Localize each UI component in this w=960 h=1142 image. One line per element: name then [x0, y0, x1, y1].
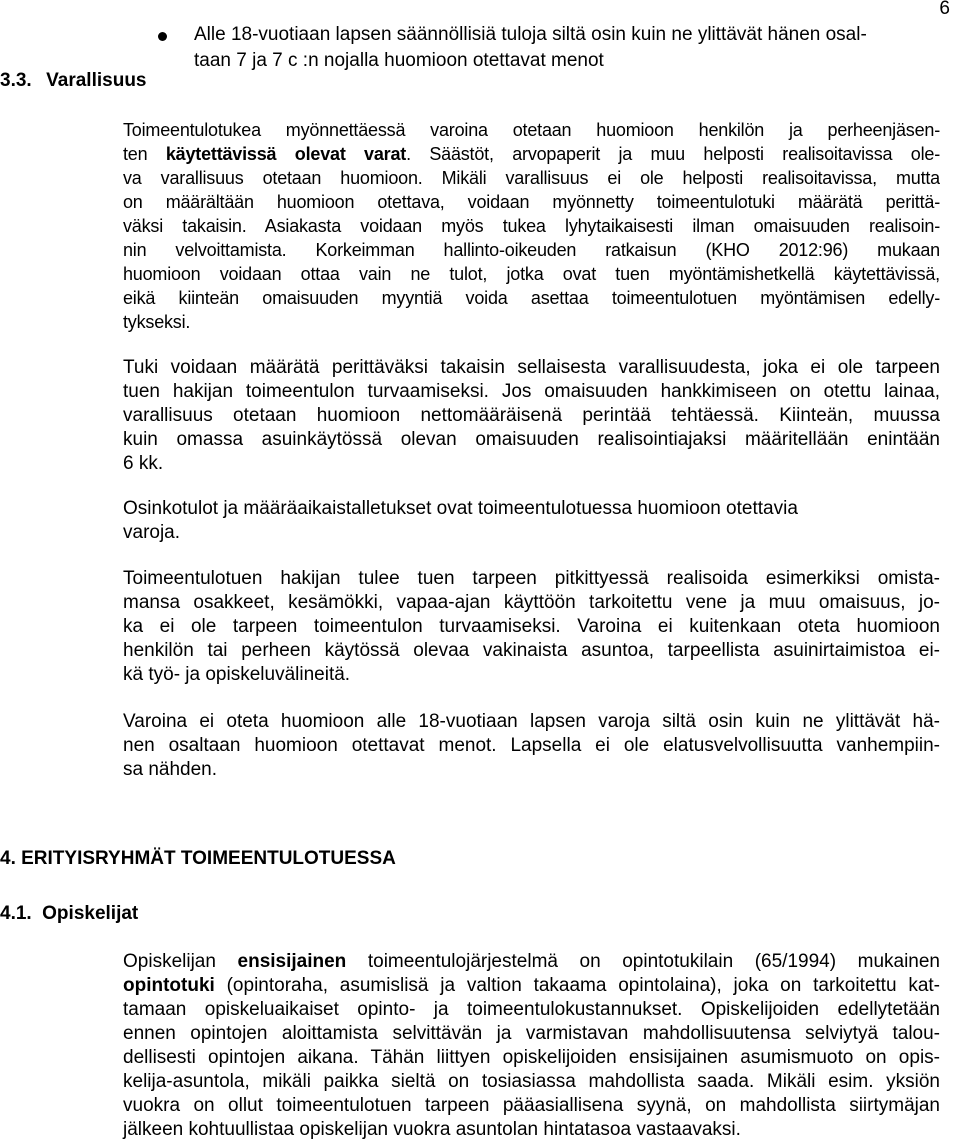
text-line: dellisesti opintojen aikana. Tähän liittyen opiskelijoiden ensisijainen asumismuoto on opis- [123, 1047, 940, 1068]
bullet-icon [158, 32, 167, 41]
text-line: kuin omassa asuinkäytössä olevan omaisuuden realisointiajaksi määritellään enintään [123, 429, 940, 450]
text-line: tykseksi. [123, 312, 191, 332]
text-line: huomioon voidaan ottaa vain ne tulot, jotka ovat tuen myöntämishetkellä käytettävissä, [123, 264, 940, 284]
text-span: toimeentulojärjestelmä on opintotukilain (65/1994) mukainen [346, 951, 940, 972]
text-line: kä työ- ja opiskeluvälineitä. [123, 664, 351, 685]
section-heading-4 [0, 848, 396, 870]
text-line: Osinkotulot ja määräaikaistalletukset ovat toimeentulotuessa huomioon otettavia [123, 498, 798, 519]
paragraph-osinkotulot [123, 497, 940, 545]
text-span: (opintoraha, asumislisä ja valtion takaama opintolaina), joka on tarkoitettu kat- [214, 975, 940, 996]
text-span: ten [123, 144, 166, 164]
text-span: Opiskelijan [123, 951, 238, 972]
text-line: nen osaltaan huomioon otettavat menot. Lapsella ei ole elatusvelvollisuutta vanhempiin- [123, 735, 940, 756]
text-line: on määrältään huomioon otettava, voidaan myönnetty toimeentulotuki määrätä perittä- [123, 192, 940, 212]
page-number: 6 [939, 0, 950, 19]
paragraph-takaisinperinta [123, 356, 940, 476]
text-line: ennen opintojen aloittamista selvittävän ja varmistavan mahdollisuutensa selviytyä talou- [123, 1023, 940, 1044]
text-line: kelija-asuntola, mikäli paikka sieltä on tosiasiassa mahdollista saada. Mikäli esim. yksiön [123, 1071, 940, 1092]
text-line [123, 142, 940, 166]
text-line: 6 kk. [123, 453, 164, 474]
section-title: Varallisuus [46, 70, 147, 91]
text-line: Toimeentulotuen hakijan tulee tuen tarpeen pitkittyessä realisoida esimerkiksi omista- [123, 568, 940, 589]
paragraph-opiskelijat [123, 950, 940, 1142]
text-line: sa nähden. [123, 759, 218, 780]
bullet-line: Alle 18-vuotiaan lapsen säännöllisiä tuloja siltä osin kuin ne ylittävät hänen osal- [194, 24, 867, 45]
section-title: 4. ERITYISRYHMÄT TOIMEENTULOTUESSA [0, 848, 396, 869]
text-line: eikä kiinteän omaisuuden myyntiä voida asettaa toimeentulotuen myöntämisen edelly- [123, 288, 940, 308]
text-span: . Säästöt, arvopaperit ja muu helposti realisoitavissa ole- [406, 144, 940, 164]
paragraph-realisointi [123, 567, 940, 687]
section-heading-3-3 [0, 70, 147, 92]
text-line: Tuki voidaan määrätä perittäväksi takaisin sellaisesta varallisuudesta, joka ei ole tarpeen [123, 357, 940, 378]
text-line: henkilön tai perheen käytössä olevaa vakinaista asuntoa, tarpeellista asuinirtaimistoa ei- [123, 640, 940, 661]
section-title: Opiskelijat [42, 903, 139, 924]
text-line [123, 950, 940, 974]
bullet-line: taan 7 ja 7 c :n nojalla huomioon otettavat menot [194, 50, 604, 71]
section-heading-4-1 [0, 903, 138, 925]
emphasis-text: opintotuki [123, 975, 215, 996]
text-line: tamaan opiskeluaikaiset opinto- ja toimeentulokustannukset. Opiskelijoiden edellytetään [123, 999, 940, 1020]
text-line: va varallisuus otetaan huomioon. Mikäli varallisuus ei ole helposti realisoitavissa, mutta [123, 168, 940, 188]
section-number: 4.1. [0, 903, 32, 924]
text-line: Varoina ei oteta huomioon alle 18-vuotiaan lapsen varoja siltä osin kuin ne ylittävät hä- [123, 711, 940, 732]
section-number: 3.3. [0, 70, 32, 91]
text-line: Toimeentulotukea myönnettäessä varoina otetaan huomioon henkilön ja perheenjäsen- [123, 120, 940, 140]
paragraph-lapsen-varat [123, 710, 940, 782]
text-line: tuen hakijan toimeentulon turvaamiseksi. Jos omaisuuden hankkimiseen on otettu lainaa, [123, 381, 940, 402]
paragraph-varat [123, 118, 940, 334]
text-line: jälkeen kohtuullistaa opiskelijan vuokra asuntolan hintatasoa vastaavaksi. [123, 1119, 741, 1140]
text-line: varallisuus otetaan huomioon nettomääräisenä perintää tehtäessä. Kiinteän, muussa [123, 405, 940, 426]
text-line: nin velvoittamista. Korkeimman hallinto-oikeuden ratkaisun (KHO 2012:96) mukaan [123, 240, 940, 260]
emphasis-text: ensisijainen [237, 951, 347, 972]
emphasis-text: käytettävissä olevat varat [165, 144, 407, 164]
text-line: vuokra on ollut toimeentulotuen tarpeen pääasiallisena syynä, on mahdollista siirtymäjan [123, 1095, 940, 1116]
text-line: ka ei ole tarpeen toimeentulon turvaamiseksi. Varoina ei kuitenkaan oteta huomioon [123, 616, 940, 637]
text-line: mansa osakkeet, kesämökki, vapaa-ajan käyttöön tarkoitettu vene ja muu omaisuus, jo- [123, 592, 940, 613]
text-line: varoja. [123, 522, 181, 543]
text-line: väksi takaisin. Asiakasta voidaan myös tukea lyhytaikaisesti ilman omaisuuden realisoin- [123, 216, 940, 236]
bullet-item [194, 22, 939, 74]
text-line [123, 974, 940, 998]
